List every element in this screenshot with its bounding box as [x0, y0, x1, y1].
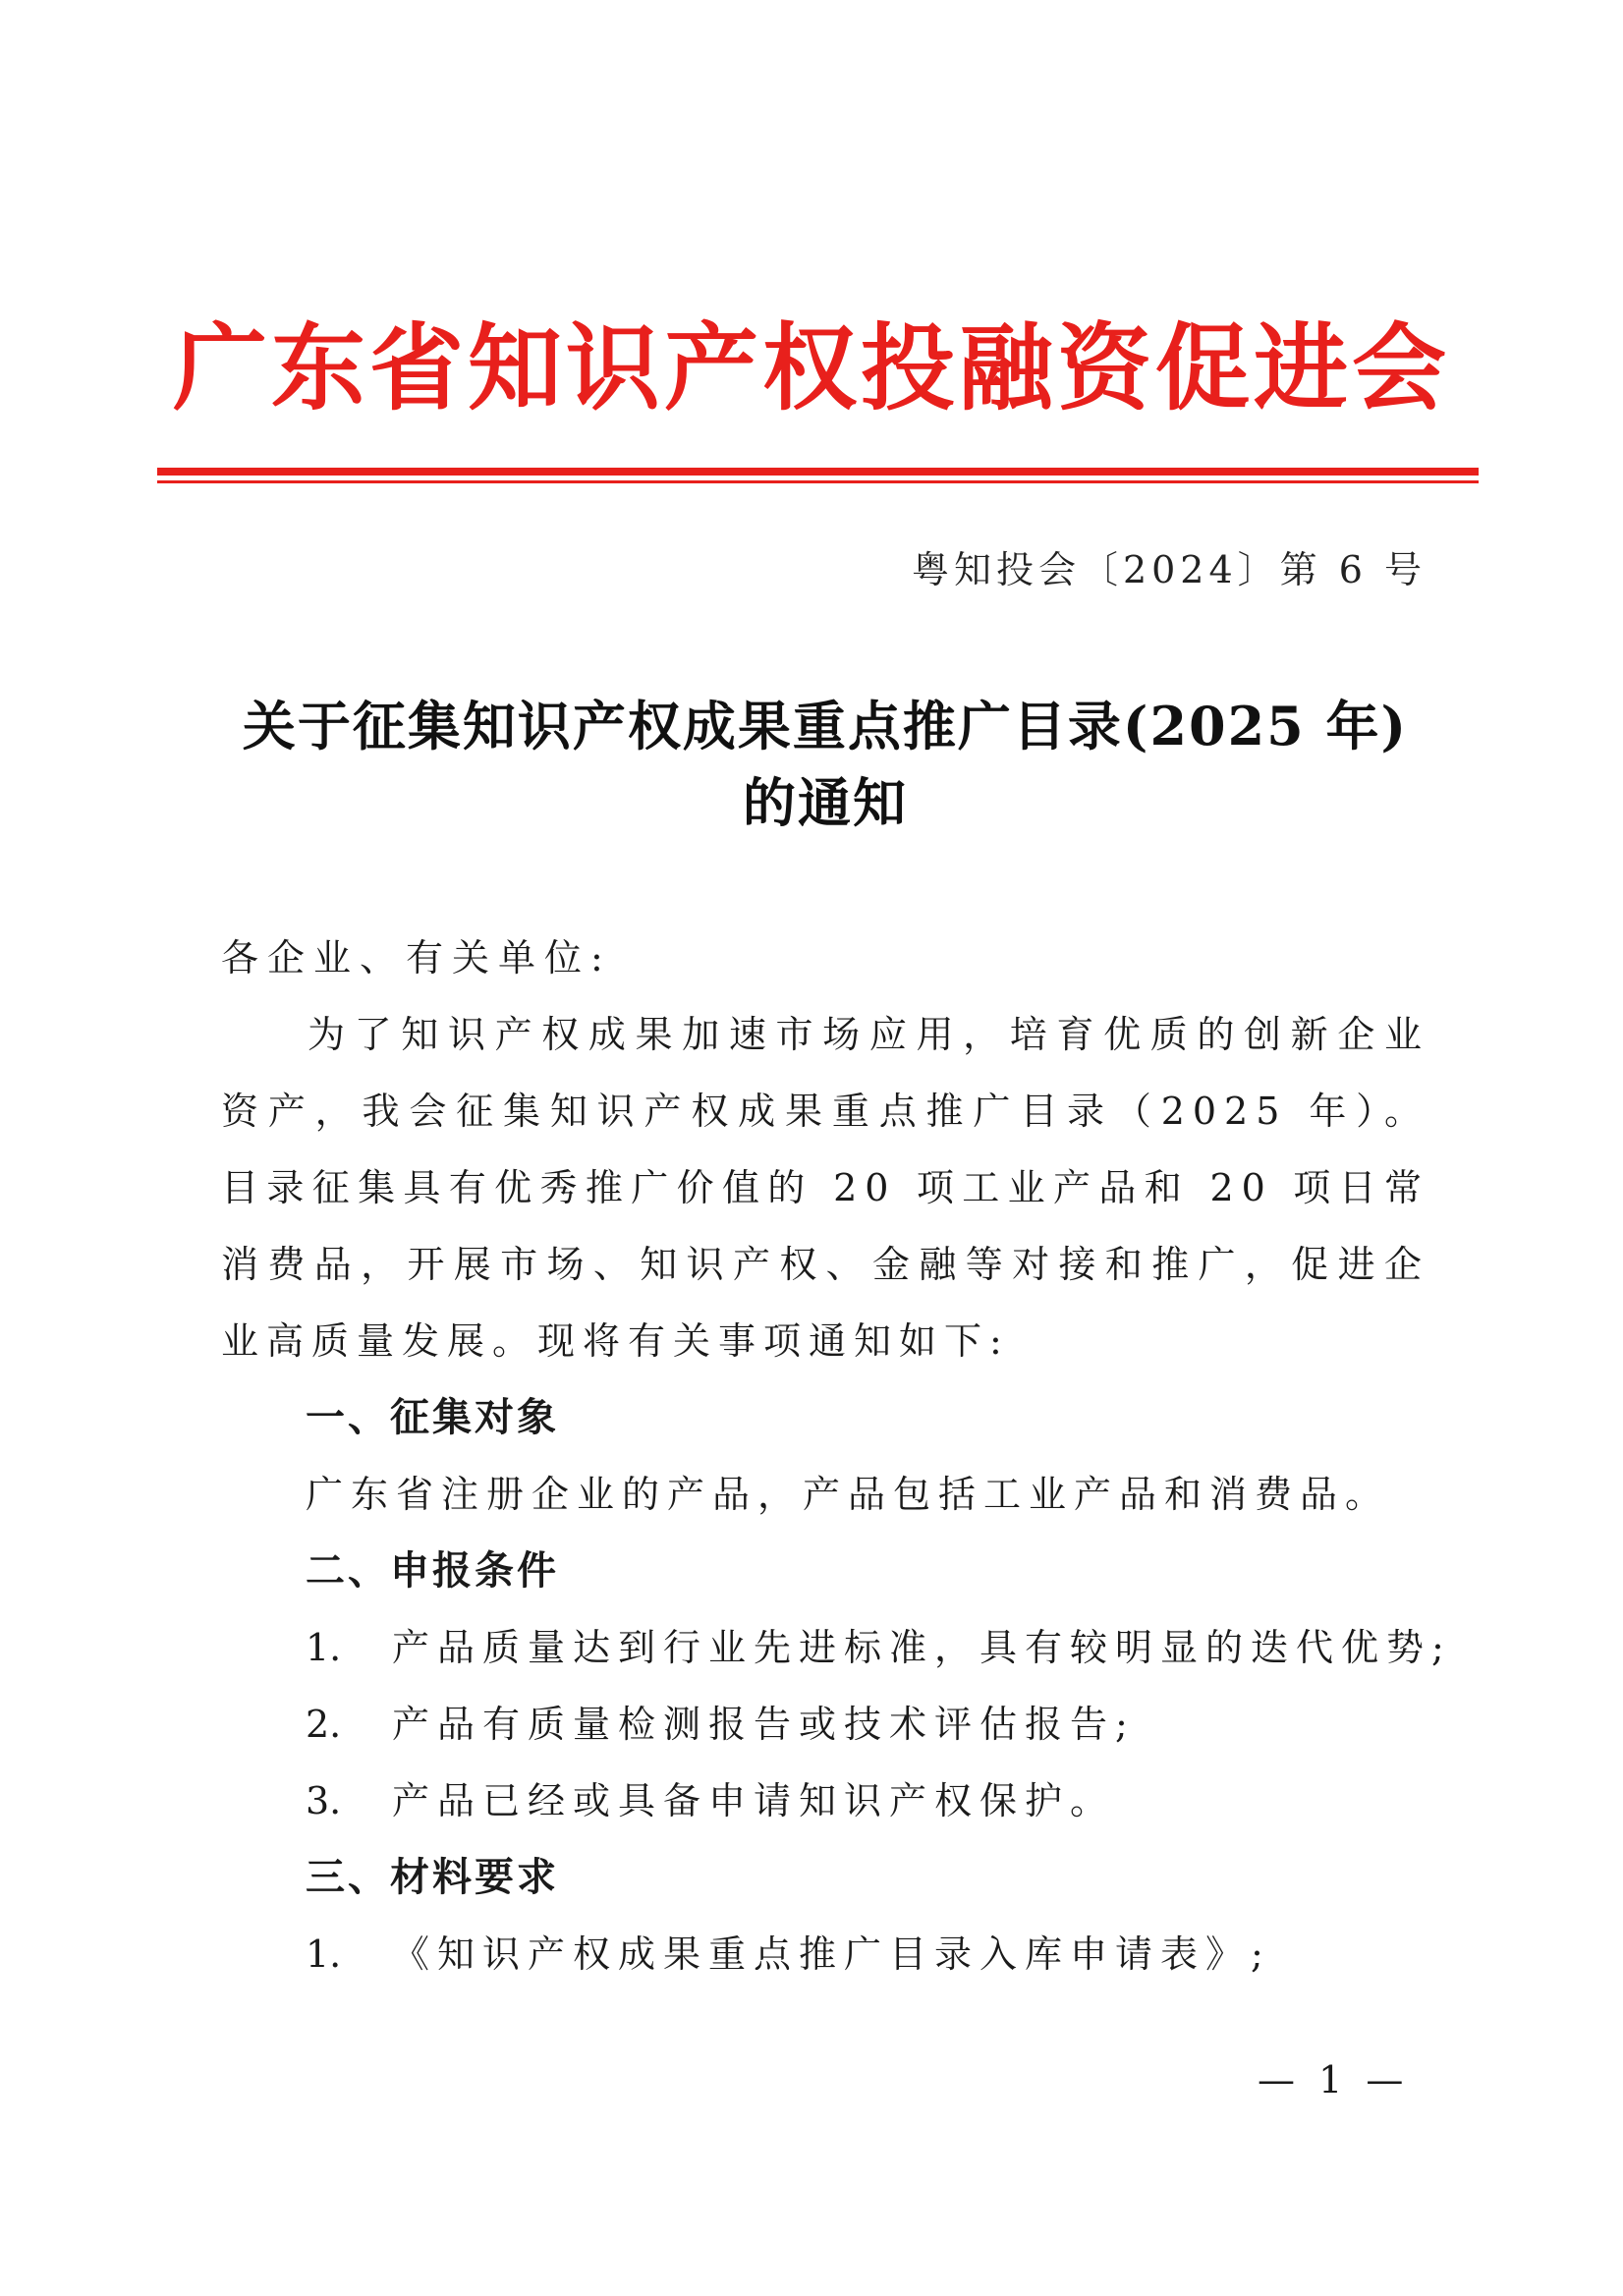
item-text: 产品已经或具备申请知识产权保护。: [392, 1779, 1116, 1822]
item-text: 产品有质量检测报告或技术评估报告;: [392, 1703, 1136, 1746]
page-number: — 1 —: [1258, 2058, 1410, 2101]
item-number: 1.: [306, 1932, 342, 1976]
intro-paragraph: 为了知识产权成果加速市场应用，培育优质的创新企业资产，我会征集知识产权成果重点推广目录（2025 年）。目录征集具有优秀推广价值的 20 项工业产品和 20 项日常消费品，开展市场、知识产权、金融等对接和推广，促进企业高质量发展。现将有关事项通知如下:: [221, 1013, 1429, 1363]
item-text: 产品质量达到行业先进标准，具有较明显的迭代优势;: [392, 1626, 1452, 1669]
notice-title-line-1: 关于征集知识产权成果重点推广目录(2025 年): [242, 695, 1409, 757]
condition-item-1: [306, 1609, 1452, 1686]
condition-item-3: [306, 1763, 1115, 1839]
section-heading-1: 一、征集对象: [306, 1395, 559, 1440]
condition-item-2: [306, 1686, 1136, 1763]
section-heading-2: 二、申报条件: [306, 1548, 559, 1594]
item-number: 2.: [306, 1703, 342, 1746]
organization-header: 广东省知识产权投融资促进会: [173, 312, 1450, 423]
notice-title: [221, 688, 1429, 841]
salutation: 各企业、有关单位:: [221, 936, 612, 980]
item-text: 《知识产权成果重点推广目录入库申请表》;: [392, 1932, 1271, 1976]
section-1-text: 广东省注册企业的产品，产品包括工业产品和消费品。: [306, 1473, 1391, 1516]
notice-title-line-2: 的通知: [743, 771, 908, 834]
material-item-1: [306, 1916, 1271, 1992]
section-heading-3: 三、材料要求: [306, 1855, 559, 1900]
header-rule-thin: [157, 480, 1479, 483]
item-number: 1.: [306, 1626, 342, 1669]
document-number: 粤知投会〔2024〕第 6 号: [911, 548, 1427, 591]
header-rule-thick: [157, 468, 1479, 476]
item-number: 3.: [306, 1779, 342, 1822]
